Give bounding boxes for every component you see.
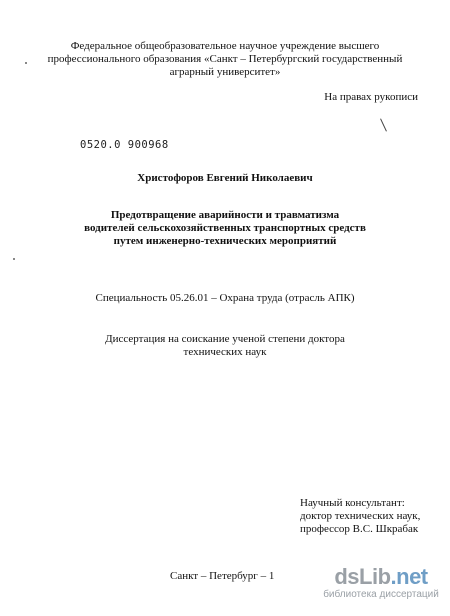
- title-line: Предотвращение аварийности и травматизма: [110, 209, 340, 221]
- title-line: путем инженерно-технических мероприятий: [113, 235, 337, 247]
- degree-statement: [0, 333, 450, 359]
- institution-line: профессионального образования «Санкт – Петербургский государственный: [47, 53, 403, 65]
- consultant-line: Научный консультант:: [300, 497, 405, 509]
- watermark-logo: [322, 565, 440, 589]
- scientific-consultant: [300, 497, 420, 536]
- scan-speck: [25, 62, 27, 64]
- consultant-line: доктор технических наук,: [300, 510, 421, 522]
- watermark-subtitle: библиотека диссертаций: [323, 589, 439, 600]
- title-line: водителей сельскохозяйственных транспортных средств: [84, 222, 366, 234]
- author-name: Христофоров Евгений Николаевич: [137, 172, 313, 184]
- degree-line: Диссертация на соискание ученой степени доктора: [105, 333, 345, 345]
- watermark-brand: dsLib: [334, 564, 391, 589]
- consultant-line: профессор В.С. Шкрабак: [300, 523, 419, 535]
- institution-name: [0, 40, 450, 79]
- pen-mark: [380, 118, 387, 131]
- institution-line: Федеральное общеобразовательное научное учреждение высшего: [70, 40, 380, 52]
- registration-number: 0520.0 900968: [80, 139, 169, 151]
- scan-speck: [13, 258, 15, 260]
- watermark-domain: .net: [390, 564, 428, 589]
- rights-notice: На правах рукописи: [324, 91, 418, 103]
- speciality-code: Специальность 05.26.01 – Охрана труда (отрасль АПК): [95, 292, 355, 304]
- place-year: Санкт – Петербург – 1: [170, 570, 275, 582]
- institution-line: аграрный университет»: [169, 66, 281, 78]
- dslib-watermark: [322, 565, 440, 601]
- degree-line: технических наук: [183, 346, 267, 358]
- dissertation-title: [0, 209, 450, 248]
